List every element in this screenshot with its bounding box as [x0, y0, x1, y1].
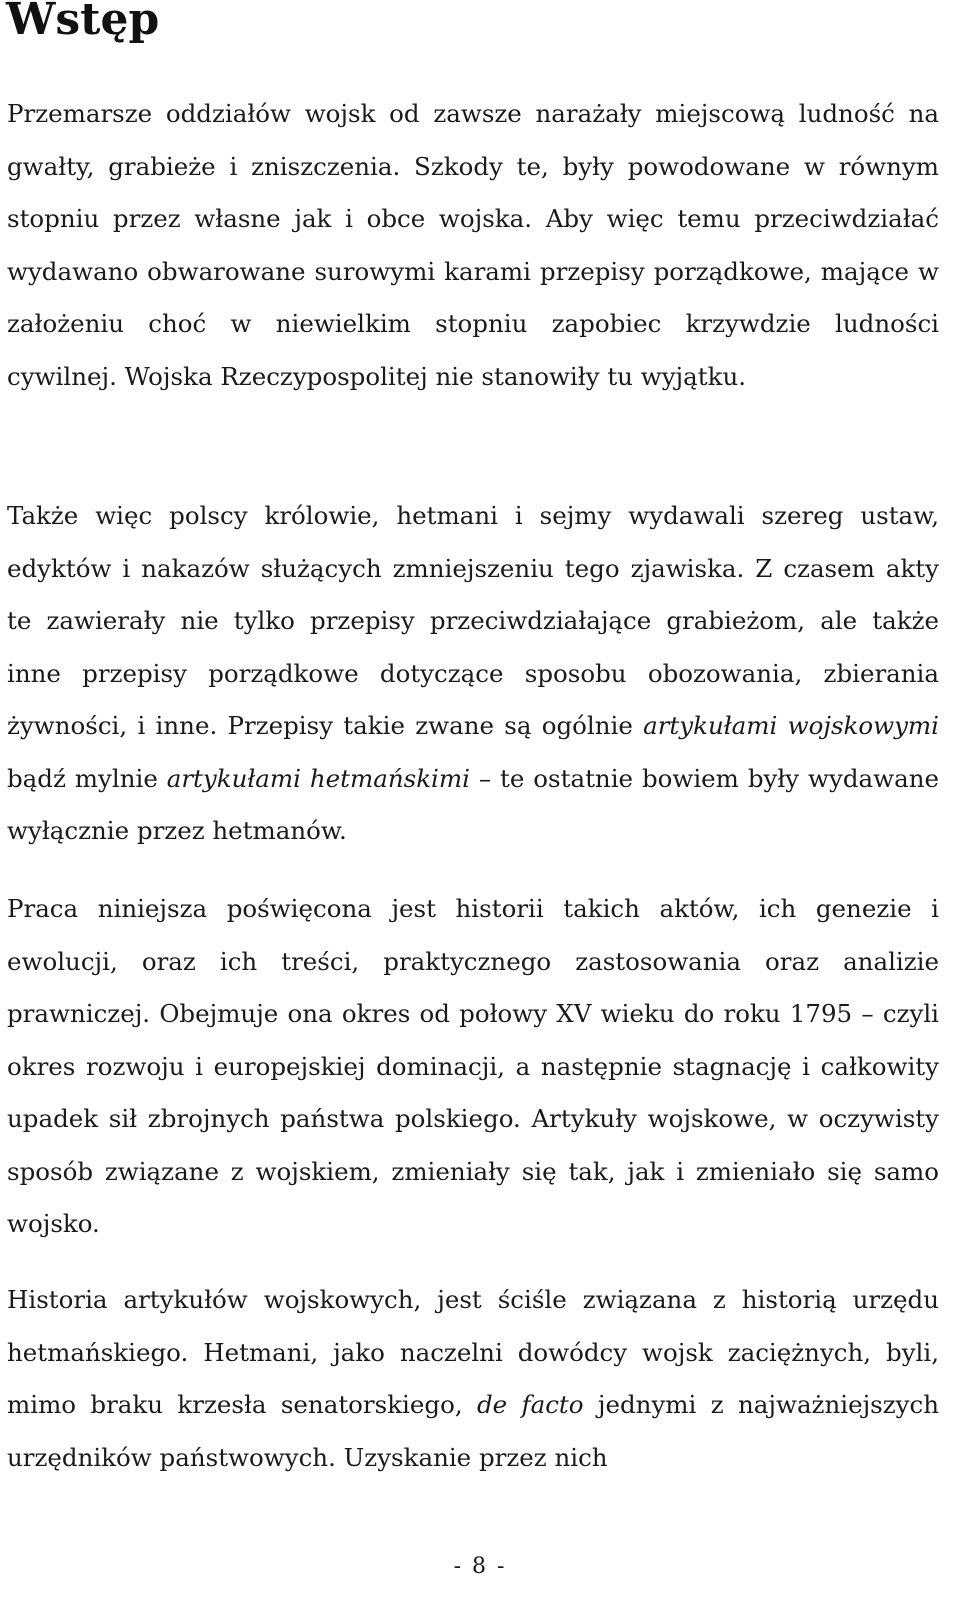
text-run: Praca niniejsza poświęcona jest historii takich aktów, ich genezie i ewolucji, oraz ich treści, praktycznego zastosowania oraz analizie prawniczej. Obejmuje ona okres od połowy XV wieku do roku 1795 – czyli okres rozwoju i europejskiej dominacji, a następnie stagnację i całkowity upadek sił zbrojnych państwa polskiego. Artykuły wojskowe, w oczywisty sposób związane z wojskiem, zmieniały się tak, jak i zmieniało się samo wojsko.	[7, 894, 939, 1238]
text-run: jednymi z najważniejszych urzędników państwowych. Uzyskanie przez nich	[7, 1390, 939, 1472]
paragraph	[7, 883, 939, 1251]
text-run: Także więc polscy królowie, hetmani i sejmy wydawali szereg ustaw, edyktów i nakazów służących zmniejszeniu tego zjawiska. Z czasem akty te zawierały nie tylko przepisy przeciwdziałające grabieżom, ale także inne przepisy porządkowe dotyczące sposobu obozowania, zbierania żywności, i inne. Przepisy takie zwane są ogólnie	[7, 501, 939, 740]
paragraph	[7, 88, 939, 403]
text-run: Przemarsze oddziałów wojsk od zawsze narażały miejscową ludność na gwałty, grabieże i zniszczenia. Szkody te, były powodowane w równym stopniu przez własne jak i obce wojska. Aby więc temu przeciwdziałać wydawano obwarowane surowymi karami przepisy porządkowe, mające w założeniu choć w niewielkim stopniu zapobiec krzywdzie ludności cywilnej. Wojska Rzeczypospolitej nie stanowiły tu wyjątku.	[7, 99, 939, 391]
italic-text-run: de facto	[476, 1390, 584, 1419]
paragraph	[7, 490, 939, 858]
italic-text-run: artykułami hetmańskimi	[166, 763, 470, 793]
text-run: bądź mylnie	[7, 763, 167, 793]
chapter-heading: Wstęp	[6, 0, 160, 45]
text-run: Historia artykułów wojskowych, jest ściśle związana z historią urzędu hetmańskiego. Hetmani, jako naczelni dowódcy wojsk zaciężnych, byli, mimo braku krzesła senatorskiego,	[7, 1285, 939, 1419]
text-run: – te ostatnie bowiem były wydawane wyłącznie przez hetmanów.	[7, 763, 940, 845]
page-number: - 8 -	[453, 1554, 507, 1579]
italic-text-run: artykułami wojskowymi	[643, 711, 939, 740]
paragraph	[7, 1274, 939, 1484]
